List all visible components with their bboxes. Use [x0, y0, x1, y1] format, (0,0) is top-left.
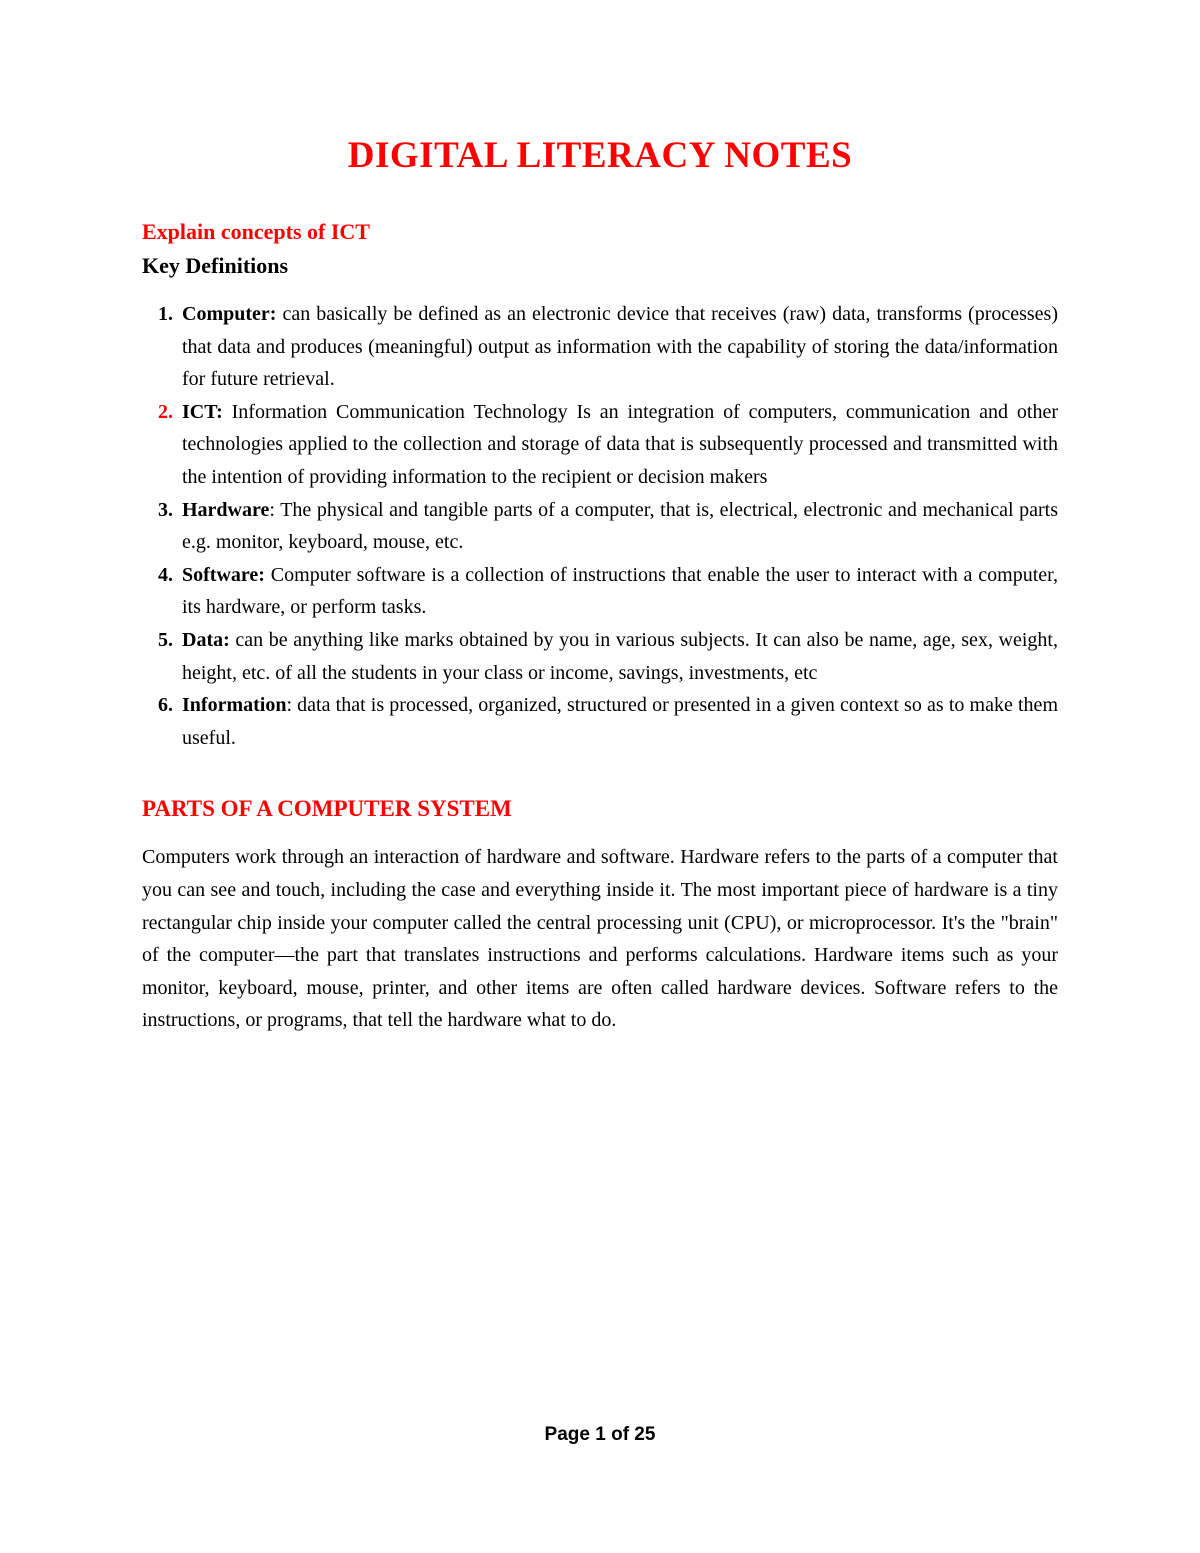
- definition-item-software: [142, 559, 1058, 624]
- list-number: 3.: [158, 498, 173, 521]
- key-definitions-heading: Key Definitions: [142, 253, 289, 278]
- definition-item-data: [142, 624, 1058, 689]
- list-number: 4.: [158, 563, 173, 586]
- definition-text: can basically be defined as an electronic device that receives (raw) data, transforms (processes) that data and produces (meaningful) output as information with the capability of storing the data/information for future retrieval.: [182, 303, 1058, 391]
- definition-text: : data that is processed, organized, structured or presented in a given context so as to make them useful.: [182, 694, 1058, 749]
- list-number: 2.: [158, 400, 173, 423]
- list-number: 6.: [158, 694, 173, 717]
- definition-term: Data:: [182, 628, 230, 651]
- definition-term: Software:: [182, 563, 265, 586]
- definition-text: can be anything like marks obtained by you in various subjects. It can also be name, age, sex, weight, height, etc. of all the students in your class or income, savings, investments, etc: [182, 628, 1058, 684]
- definition-item-hardware: [142, 494, 1058, 559]
- definitions-list: [142, 298, 1058, 754]
- document-title: DIGITAL LITERACY NOTES: [347, 135, 853, 176]
- page-number-footer: Page 1 of 25: [544, 1424, 656, 1445]
- definition-item-information: [142, 689, 1058, 754]
- page-content: [142, 0, 1058, 1037]
- definition-term: ICT:: [182, 400, 223, 423]
- definition-text: : The physical and tangible parts of a computer, that is, electrical, electronic and mechanical parts e.g. monitor, keyboard, mouse, etc.: [182, 498, 1058, 554]
- section-heading-explain-concepts: Explain concepts of ICT: [142, 219, 370, 244]
- definition-term: Computer:: [182, 303, 277, 325]
- definition-text: Computer software is a collection of instructions that enable the user to interact with a computer, its hardware, or perform tasks.: [182, 563, 1058, 619]
- definition-term: Information: [182, 694, 287, 717]
- section-heading-parts-of-computer: PARTS OF A COMPUTER SYSTEM: [142, 796, 512, 822]
- list-number: 1.: [158, 303, 173, 325]
- list-number: 5.: [158, 628, 173, 651]
- parts-paragraph: Computers work through an interaction of hardware and software. Hardware refers to the parts of a computer that you can see and touch, including the case and everything inside it. The most important piece of hardware is a tiny rectangular chip inside your computer called the central processing unit (CPU), or microprocessor. It's the "brain" of the computer—the part that translates instructions and performs calculations. Hardware items such as your monitor, keyboard, mouse, printer, and other items are often called hardware devices. Software refers to the instructions, or programs, that tell the hardware what to do.: [142, 846, 1058, 1032]
- definition-item-computer: [142, 298, 1058, 396]
- definition-text: Information Communication Technology Is an integration of computers, communication and other technologies applied to the collection and storage of data that is subsequently processed and transmitted with the intention of providing information to the recipient or decision makers: [182, 400, 1058, 488]
- definition-item-ict: [142, 396, 1058, 494]
- definition-term: Hardware: [182, 498, 270, 521]
